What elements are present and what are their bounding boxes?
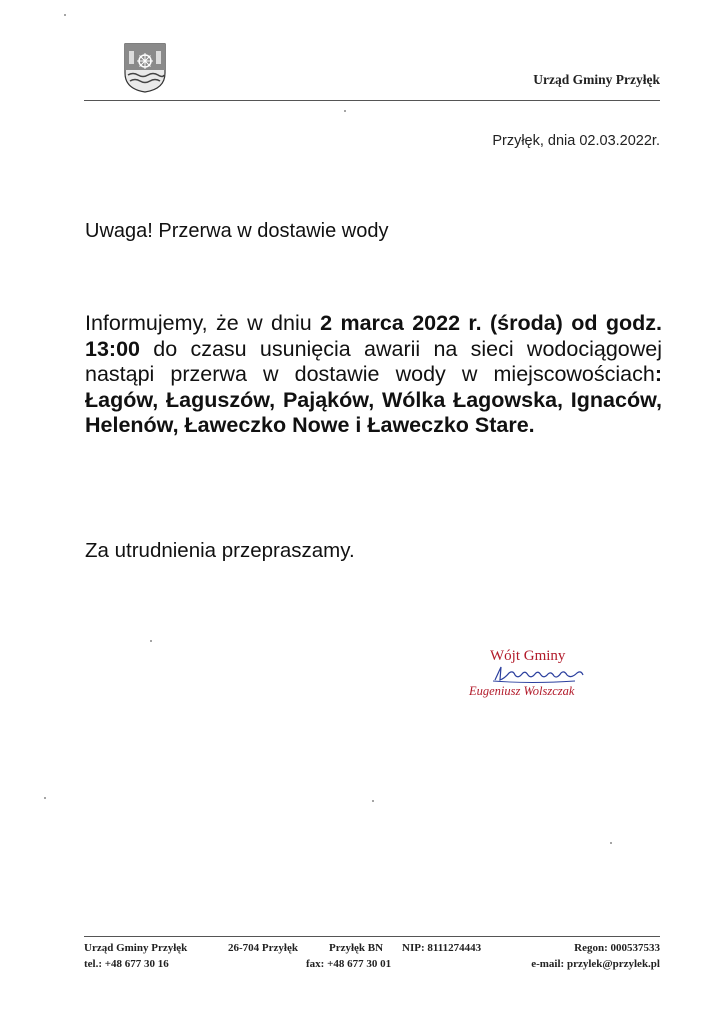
place-date: Przyłęk, dnia 02.03.2022r. — [492, 133, 660, 149]
notice-body — [85, 311, 662, 439]
scan-speck — [344, 110, 346, 112]
notice-places: : Łagów, Łaguszów, Pająków, Wólka Łagowska, Ignaców, Helenów, Ławeczko Nowe i Ławeczko Stare. — [85, 362, 662, 437]
scan-speck — [372, 800, 374, 802]
handwritten-signature-icon — [491, 664, 587, 684]
footer-postal: 26-704 Przyłęk — [228, 942, 298, 954]
scan-speck — [44, 797, 46, 799]
header-divider — [84, 100, 660, 101]
footer-email: e-mail: przylek@przylek.pl — [531, 958, 660, 970]
footer-fax: fax: +48 677 30 01 — [306, 958, 392, 970]
footer-nip: NIP: 8111274443 — [402, 942, 482, 954]
footer-tel: tel.: +48 677 30 16 — [84, 958, 169, 970]
footer-divider — [84, 936, 660, 937]
notice-date-time: 2 marca 2022 r. (środa) od godz. 13:00 — [85, 311, 662, 361]
footer-regon: Regon: 000537533 — [574, 942, 660, 954]
apology-text: Za utrudnienia przepraszamy. — [85, 539, 355, 562]
signature-name: Eugeniusz Wolszczak — [469, 684, 575, 698]
coat-of-arms-icon — [124, 43, 166, 93]
footer-row — [84, 942, 660, 958]
notice-text-intro: Informujemy, że w dniu — [85, 311, 321, 335]
footer-bank: Przyłęk BN — [329, 942, 384, 954]
scan-speck — [64, 14, 66, 16]
scan-speck — [150, 640, 152, 642]
footer — [84, 942, 660, 974]
notice-text-middle: do czasu usunięcia awarii na sieci wodociągowej nastąpi przerwa w dostawie wody w miejscowościach — [85, 336, 662, 386]
notice-title: Uwaga! Przerwa w dostawie wody — [85, 220, 389, 242]
office-name: Urząd Gminy Przyłęk — [533, 72, 660, 87]
signature-title: Wójt Gminy — [490, 648, 566, 664]
footer-row — [84, 958, 660, 974]
footer-office: Urząd Gminy Przyłęk — [84, 942, 188, 954]
scan-speck — [610, 842, 612, 844]
